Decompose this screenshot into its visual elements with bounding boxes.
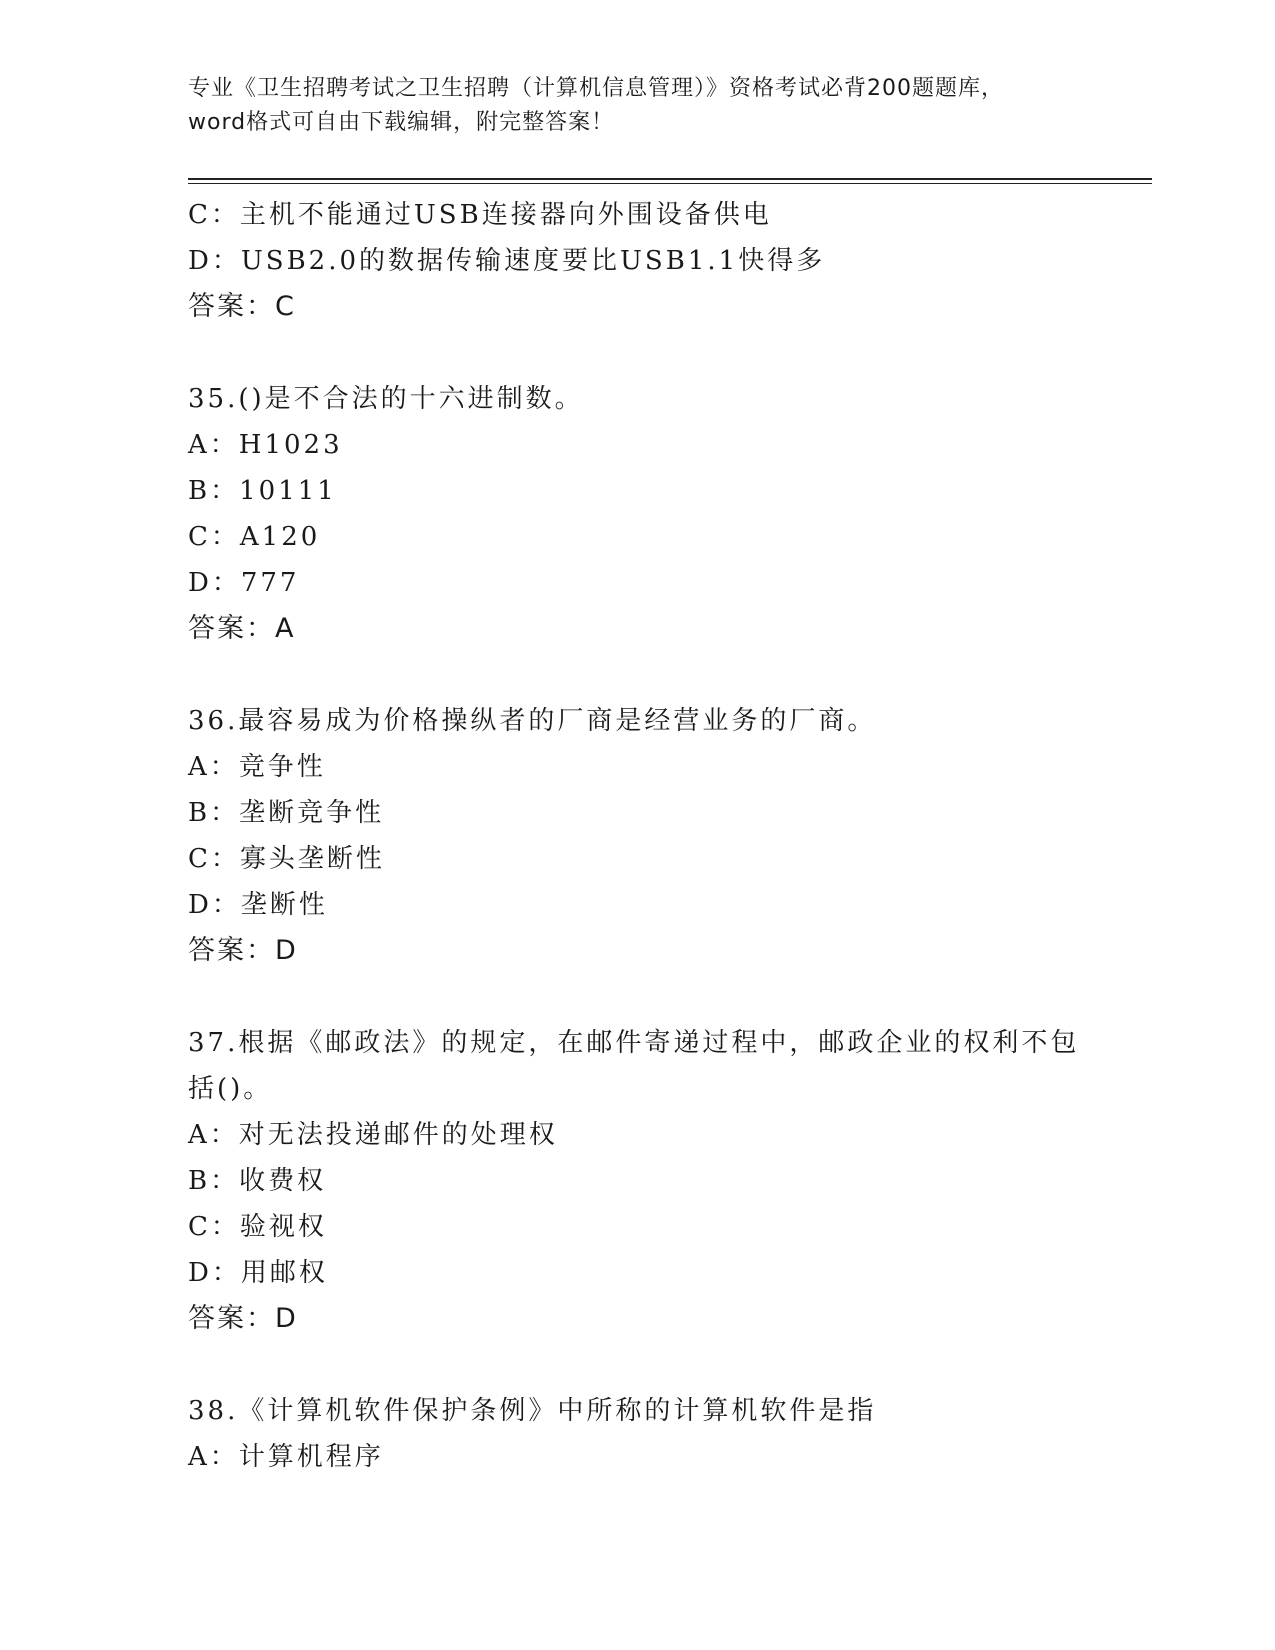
q36-answer: 答案：D (188, 935, 298, 966)
q37-option-b: B：收费权 (188, 1166, 327, 1196)
header-line-1: 专业《卫生招聘考试之卫生招聘（计算机信息管理）》资格考试必背200题题库， (188, 76, 1004, 101)
q35-answer: 答案：A (188, 613, 296, 644)
q35-question: 35.()是不合法的十六进制数。 (188, 384, 584, 414)
prev-option-c: C：主机不能通过USB连接器向外围设备供电 (188, 200, 772, 230)
spacer (188, 974, 1088, 1020)
q37-option-d: D：用邮权 (188, 1258, 328, 1288)
q37-question-line-1: 37.根据《邮政法》的规定，在邮件寄递过程中，邮政企业的权利不包 (188, 1028, 1080, 1058)
prev-answer: 答案：C (188, 291, 296, 322)
header-divider-thin (188, 183, 1152, 184)
header-divider-thick (188, 178, 1152, 180)
q37-answer: 答案：D (188, 1303, 298, 1334)
q38-question: 38.《计算机软件保护条例》中所称的计算机软件是指 (188, 1396, 877, 1426)
spacer (188, 330, 1088, 376)
q36-option-b: B：垄断竞争性 (188, 798, 385, 828)
q36-option-d: D：垄断性 (188, 890, 328, 920)
document-header (188, 72, 1088, 140)
q36-option-a: A：竞争性 (188, 752, 326, 782)
question-list (188, 192, 1088, 1480)
prev-option-d: D：USB2.0的数据传输速度要比USB1.1快得多 (188, 246, 826, 276)
spacer (188, 1342, 1088, 1388)
q38-option-a: A：计算机程序 (188, 1442, 384, 1472)
header-line-2: word格式可自由下载编辑，附完整答案！ (188, 110, 615, 135)
q35-option-c: C：A120 (188, 522, 321, 552)
q35-option-a: A：H1023 (188, 430, 343, 460)
q35-option-b: B：10111 (188, 476, 337, 506)
spacer (188, 652, 1088, 698)
q37-option-a: A：对无法投递邮件的处理权 (188, 1120, 558, 1150)
q37-question-line-2: 括()。 (188, 1074, 273, 1104)
q36-option-c: C：寡头垄断性 (188, 844, 385, 874)
q37-option-c: C：验视权 (188, 1212, 327, 1242)
q35-option-d: D：777 (188, 568, 300, 598)
q36-question: 36.最容易成为价格操纵者的厂商是经营业务的厂商。 (188, 706, 877, 736)
